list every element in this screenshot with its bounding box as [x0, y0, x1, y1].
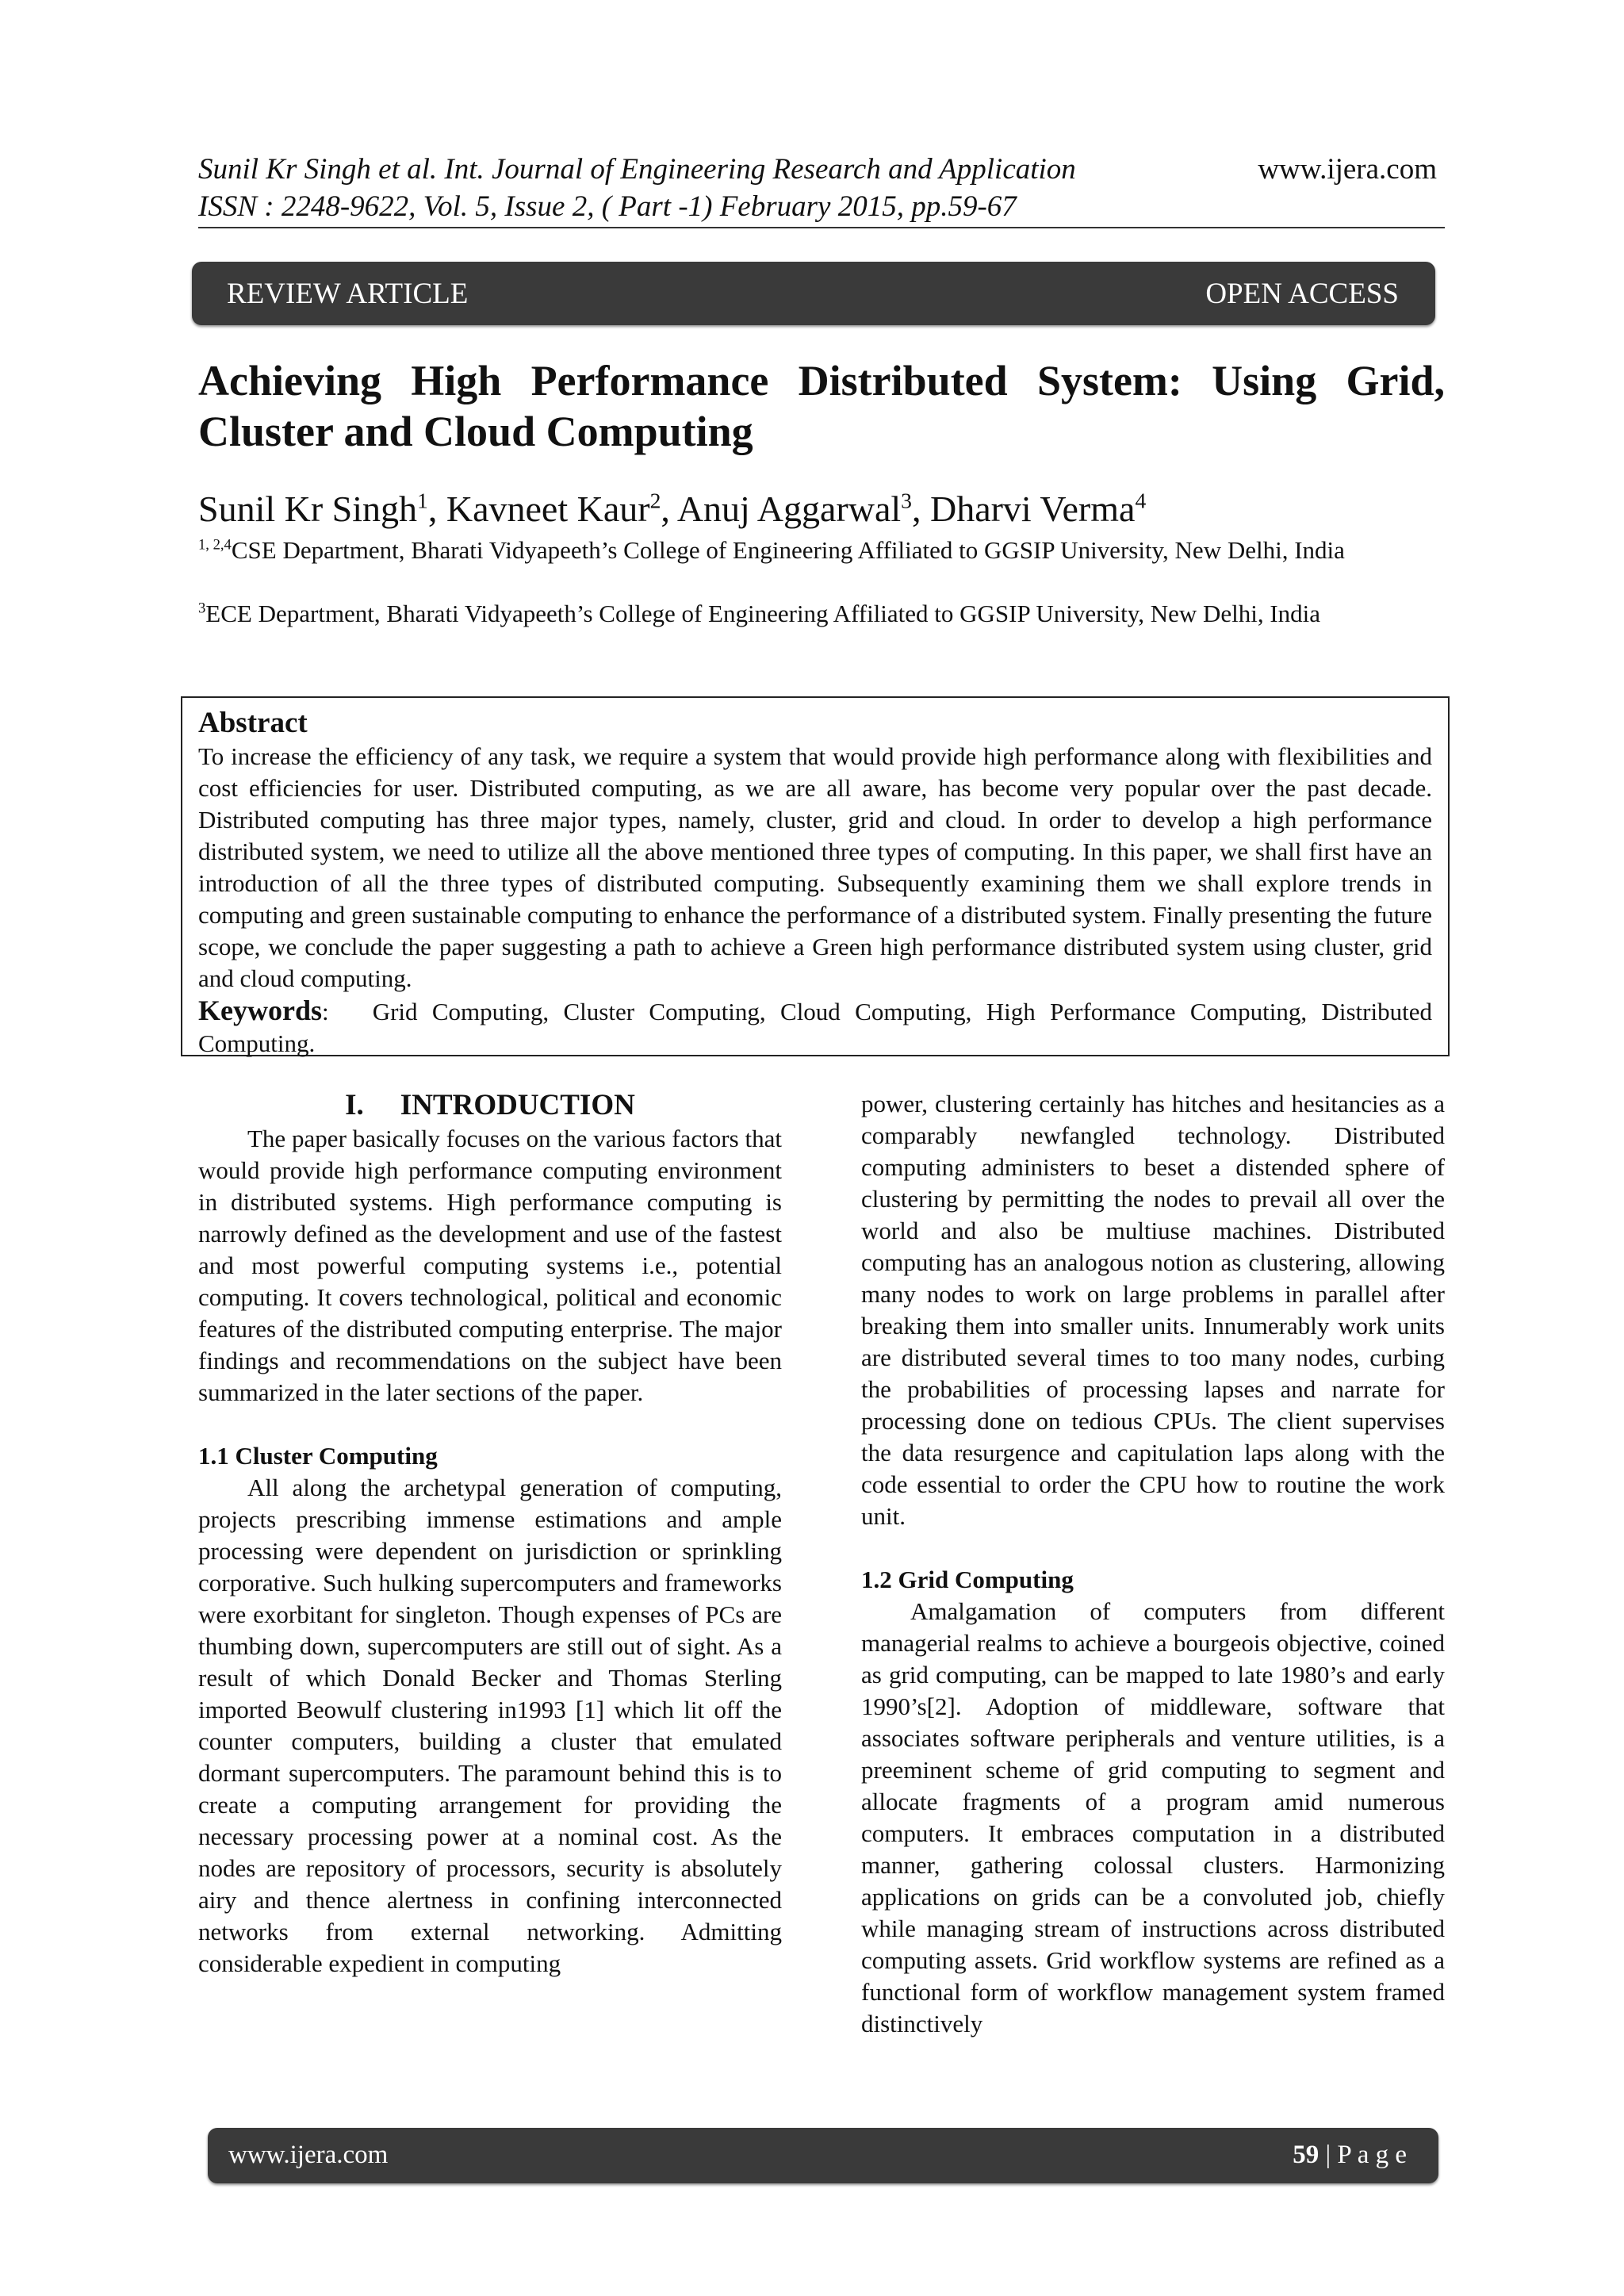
author-name: Anuj Aggarwal	[676, 489, 902, 529]
abstract-box	[181, 696, 1450, 1056]
left-column	[198, 1088, 782, 1980]
page-number-label	[1293, 2141, 1407, 2170]
footer-website-link[interactable]: www.ijera.com	[228, 2141, 389, 2169]
paper-title: Achieving High Performance Distributed System: Using Grid, Cluster and Cloud Computing	[198, 357, 1445, 455]
right-column	[861, 1088, 1445, 2040]
author-name: Kavneet Kaur	[446, 489, 650, 529]
section-number: I.	[345, 1089, 364, 1121]
author-affiliation-mark: 1	[417, 488, 428, 513]
cluster-paragraph: All along the archetypal generation of computing, projects prescribing immense estimations and ample processing were dependent on jurisdiction or sprinkling corporative. Such hulking supercomputers and frameworks were exorbitant for singleton. Though expenses of PCs are thumbing down, supercomputers are still out of sight. As a result of which Donald Becker and Thomas Sterling imported Beowulf clustering in1993 [1] which lit off the counter computers, building a cluster that emulated dormant supercomputers. The paramount behind this is to create a computing arrangement for providing the necessary processing power at a nominal cost. As the nodes are repository of processors, security is absolutely airy and thence alertness in confining interconnected networks from external networking. Admitting considerable expedient in computing	[198, 1474, 782, 1977]
review-article-label: REVIEW ARTICLE	[227, 278, 469, 310]
intro-paragraph: The paper basically focuses on the various factors that would provide high performance computing environment in distributed systems. High performance computing is narrowly defined as the development and use of the fastest and most powerful computing systems i.e., potential computing. It covers technological, political and economic features of the distributed computing enterprise. The major findings and recommendations on the subject have been summarized in the later sections of the paper.	[198, 1125, 782, 1406]
author-affiliation-mark: 3	[901, 488, 912, 513]
issn-line: ISSN : 2248-9622, Vol. 5, Issue 2, ( Part -1) February 2015, pp.59-67	[198, 190, 1017, 223]
affiliation	[198, 598, 1445, 630]
page-footer	[208, 2128, 1438, 2183]
running-header	[198, 151, 1445, 225]
author-name: Dharvi Verma	[929, 489, 1136, 529]
subsection-heading: 1.1 Cluster Computing	[198, 1442, 438, 1470]
continued-paragraph: power, clustering certainly has hitches and hesitancies as a comparably newfangled technology. Distributed computing administers to beset a distended sphere of clustering by permitting the nodes to prevail all over the world and also be multiuse machines. Distributed computing has an analogous notion as clustering, allowing many nodes to work on large problems in parallel after breaking them into smaller units. Innumerably work units are distributed several times to too many nodes, curbing the probabilities of processing lapses and narrate for processing done on tedious CPUs. The client supervises the data resurgence and capitulation laps along with the code essential to order the CPU how to routine the work unit.	[861, 1090, 1445, 1530]
affiliation-text: CSE Department, Bharati Vidyapeeth’s College of Engineering Affiliated to GGSIP University, New Delhi, India	[231, 536, 1345, 564]
affiliation-text: ECE Department, Bharati Vidyapeeth’s College of Engineering Affiliated to GGSIP University, New Delhi, India	[205, 600, 1321, 627]
keywords-label: Keywords	[198, 995, 322, 1026]
author-list: Sunil Kr Singh$^1$, Kavneet Kaur$^2$, Anuj Aggarwal$^3$, Dharvi Verma$^4$	[198, 488, 1147, 529]
section-heading	[198, 1088, 782, 1123]
section-title: INTRODUCTION	[400, 1089, 635, 1121]
abstract-text: To increase the efficiency of any task, we require a system that would provide high performance along with flexibilities and cost efficiencies for user. Distributed computing, as we are all aware, has become very popular over the past decade. Distributed computing has three major types, namely, cluster, grid and cloud. In order to develop a high performance distributed system, we need to utilize all the above mentioned three types of computing. In this paper, we shall first have an introduction of all the three types of distributed computing. Subsequently examining them we shall explore trends in computing and green sustainable computing to enhance the performance of a distributed system. Finally presenting the future scope, we conclude the paper suggesting a path to achieve a Green high performance distributed system using cluster, grid and cloud computing.	[198, 742, 1432, 992]
abstract-heading: Abstract	[198, 707, 308, 739]
author-name: Sunil Kr Singh	[198, 489, 418, 529]
open-access-label: OPEN ACCESS	[1205, 278, 1399, 310]
affiliation-mark: 3	[198, 600, 206, 617]
author-affiliation-mark: 4	[1135, 488, 1147, 513]
page-label: | P a g e	[1325, 2141, 1407, 2169]
affiliation-mark: 1, 2,4	[198, 536, 232, 554]
page-number: 59	[1293, 2141, 1320, 2169]
affiliation	[198, 535, 1445, 566]
grid-paragraph: Amalgamation of computers from different managerial realms to achieve a bourgeois objective, coined as grid computing, can be mapped to late 1980’s and early 1990’s[2]. Adoption of middleware, software that associates software peripherals and venture utilities, is a preeminent scheme of grid computing to segment and allocate fragments of a program amid numerous computers. It embraces computation in a distributed manner, gathering colossal clusters. Harmonizing applications on grids can be a convoluted job, chiefly while managing stream of instructions across distributed computing assets. Grid workflow systems are refined as a functional form of workflow management system framed distinctively	[861, 1597, 1445, 2037]
keywords-list: Grid Computing, Cluster Computing, Cloud Computing, High Performance Computing, Distributed Computing.	[198, 998, 1432, 1057]
header-rule	[198, 227, 1445, 228]
keywords: Keywords: Grid Computing, Cluster Computing, Cloud Computing, High Performance Computing, Distributed Computing.	[198, 995, 1432, 1057]
header-website-link[interactable]: www.ijera.com	[1258, 153, 1437, 186]
article-type-banner	[192, 262, 1435, 325]
journal-line: Sunil Kr Singh et al. Int. Journal of Engineering Research and Application	[198, 153, 1076, 186]
subsection-heading: 1.2 Grid Computing	[861, 1566, 1074, 1593]
author-affiliation-mark: 2	[649, 488, 661, 513]
